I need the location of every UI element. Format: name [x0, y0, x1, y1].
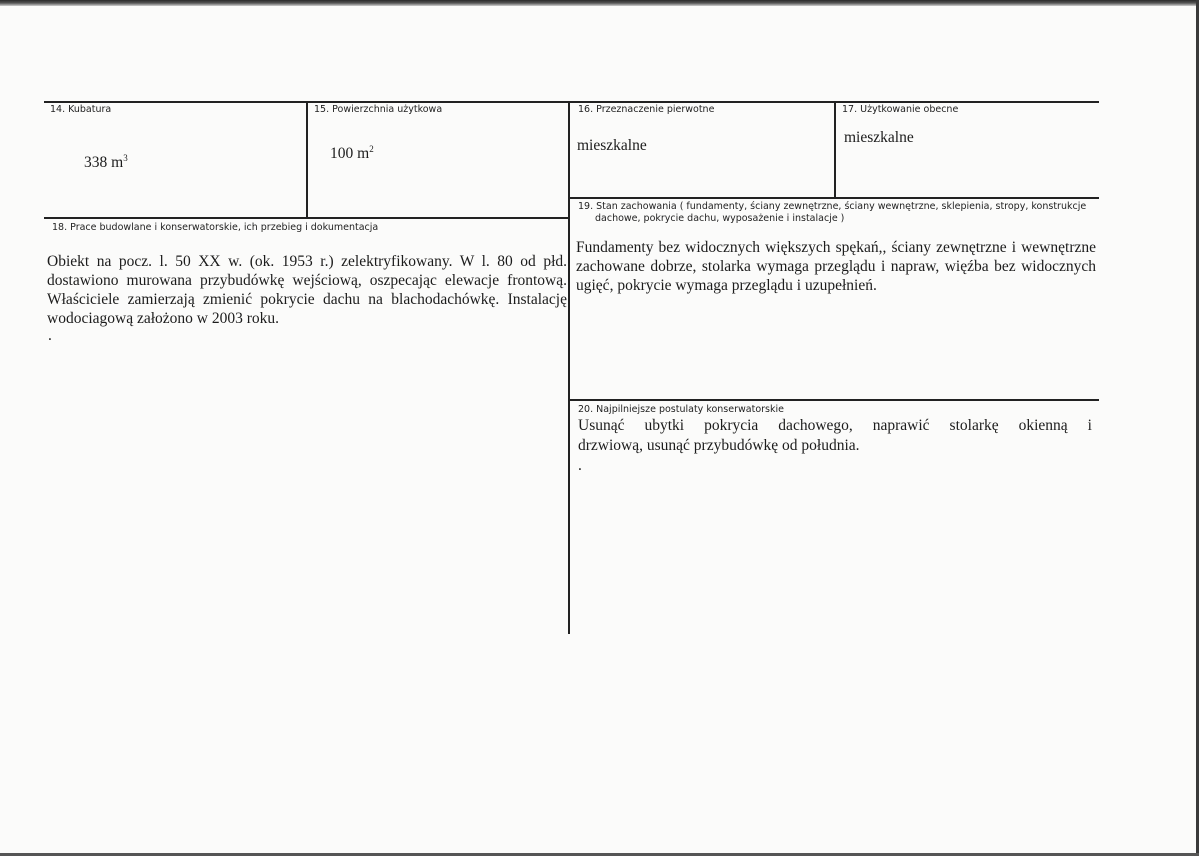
row-divider-19	[569, 197, 1099, 199]
scan-top-edge	[0, 0, 1199, 6]
powierzchnia-value-text: 100 m	[330, 145, 370, 162]
stan-label-line1: 19. Stan zachowania ( fundamenty, ściany zewnętrzne, ściany wewnętrzne, sklepienia, stropy, konstrukcje	[578, 201, 1087, 212]
divider-14-15	[306, 101, 308, 218]
postulaty-value-line1: Usunąć ubytki pokrycia dachowego, naprawić stolarkę okienną i	[578, 417, 1092, 434]
row-divider-20	[569, 399, 1099, 401]
divider-15-16	[568, 101, 570, 634]
stan-value: Fundamenty bez widocznych większych spękań,, ściany zewnętrzne i wewnętrzne zachowane dobrze, stolarka wymaga przeglądu i napraw, więźba bez widocznych ugięć, pokrycie wymaga przeglądu i uzupełnień.	[576, 239, 1096, 294]
stan-label-line2: dachowe, pokrycie dachu, wyposażenie i instalacje )	[595, 213, 845, 224]
postulaty-label: 20. Najpilniejsze postulaty konserwatorskie	[578, 404, 784, 415]
przeznaczenie-value: mieszkalne	[577, 137, 647, 154]
prace-trailing-dot: .	[48, 327, 52, 344]
prace-value: Obiekt na pocz. l. 50 XX w. (ok. 1953 r.) zelektryfikowany. W l. 80 od płd. dostawiono murowana przybudówkę wejściową, oszpecając elewacje frontową. Właściciele zamierzają zmienić pokrycie dachu na blachodachówkę. Instalację wodociagową założono w 2003 roku.	[47, 253, 567, 327]
powierzchnia-unit-exponent: 2	[369, 143, 374, 154]
postulaty-value-line2: drzwiową, usunąć przybudówkę od południa.	[578, 437, 860, 454]
postulaty-trailing-dot: .	[578, 457, 582, 474]
przeznaczenie-label: 16. Przeznaczenie pierwotne	[578, 104, 715, 115]
row-divider-18	[44, 217, 569, 219]
prace-label: 18. Prace budowlane i konserwatorskie, ich przebieg i dokumentacja	[52, 222, 379, 233]
top-border-line	[44, 101, 1099, 103]
kubatura-label: 14. Kubatura	[50, 104, 112, 115]
kubatura-value	[84, 153, 128, 172]
uzytkowanie-value: mieszkalne	[844, 129, 914, 146]
powierzchnia-label: 15. Powierzchnia użytkowa	[314, 104, 443, 115]
uzytkowanie-label: 17. Użytkowanie obecne	[842, 104, 959, 115]
divider-16-17	[834, 101, 836, 197]
kubatura-unit-exponent: 3	[123, 152, 128, 163]
kubatura-value-text: 338 m	[84, 154, 124, 171]
powierzchnia-value	[330, 144, 374, 163]
